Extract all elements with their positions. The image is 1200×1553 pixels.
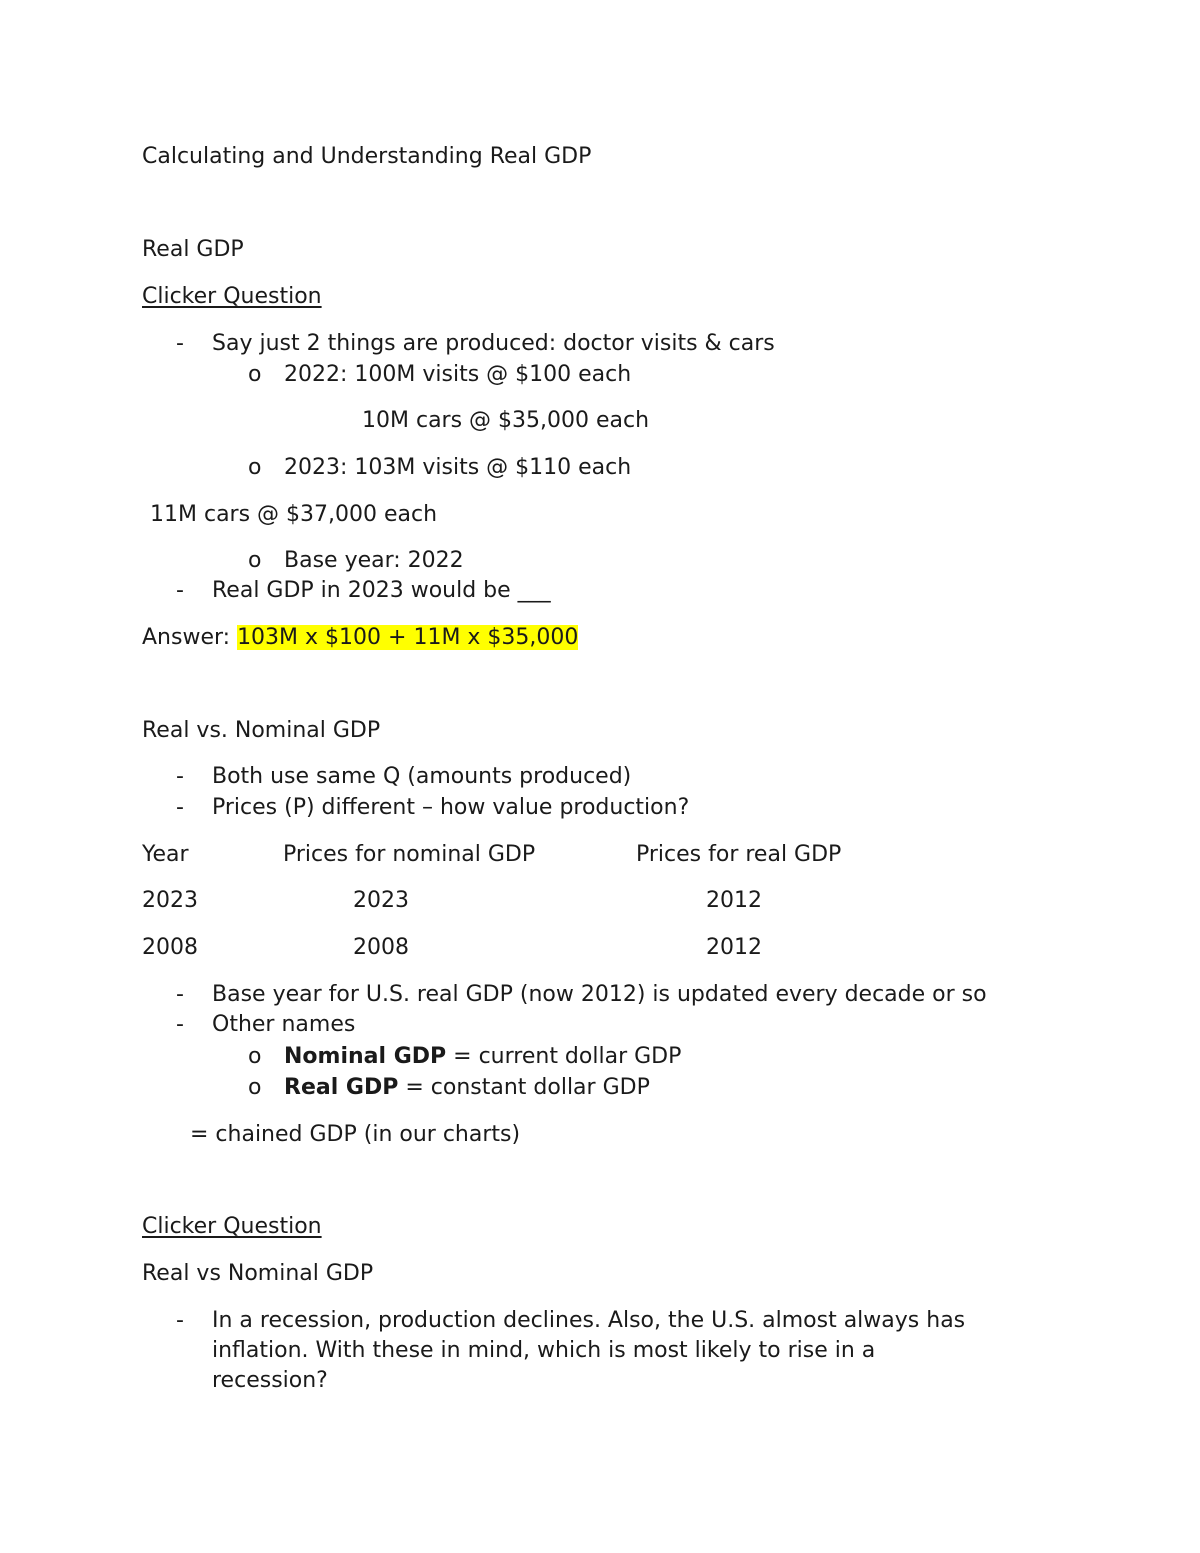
dash-bullet: -	[176, 764, 184, 789]
clicker-question-heading: Clicker Question	[142, 284, 322, 309]
name-rest: = constant dollar GDP	[398, 1075, 650, 1100]
table-header-real: Prices for real GDP	[636, 842, 842, 867]
bullet-base-year-updated: Base year for U.S. real GDP (now 2012) is updated every decade or so	[212, 982, 987, 1007]
answer-highlight: 103M x $100 + 11M x $35,000	[237, 625, 579, 650]
bullet-real-gdp-2023: Real GDP in 2023 would be ___	[212, 578, 551, 603]
circle-bullet: o	[248, 1044, 262, 1069]
table-cell: 2012	[706, 935, 762, 960]
answer-label: Answer:	[142, 625, 231, 650]
bullet-prices-different: Prices (P) different – how value production?	[212, 795, 690, 820]
name-term: Nominal GDP	[284, 1044, 447, 1069]
section-heading-real-vs-nominal-2: Real vs Nominal GDP	[142, 1261, 374, 1286]
name-term: Real GDP	[284, 1075, 399, 1100]
bullet-two-things: Say just 2 things are produced: doctor visits & cars	[212, 331, 775, 356]
bullet-recession-l1: In a recession, production declines. Also, the U.S. almost always has	[212, 1308, 966, 1333]
table-cell: 2008	[142, 935, 198, 960]
circle-bullet: o	[248, 362, 262, 387]
bullet-recession-l2: inflation. With these in mind, which is most likely to rise in a	[212, 1338, 876, 1363]
section-heading-real-gdp: Real GDP	[142, 237, 244, 262]
sub-2023-visits: 2023: 103M visits @ $110 each	[284, 455, 632, 480]
sub-base-year: Base year: 2022	[284, 548, 464, 573]
table-header-year: Year	[142, 842, 189, 867]
table-cell: 2023	[353, 888, 409, 913]
bullet-recession-l3: recession?	[212, 1368, 328, 1393]
table-cell: 2012	[706, 888, 762, 913]
bullet-other-names: Other names	[212, 1012, 356, 1037]
sub-2023-cars: 11M cars @ $37,000 each	[150, 502, 438, 527]
dash-bullet: -	[176, 795, 184, 820]
dash-bullet: -	[176, 982, 184, 1007]
dash-bullet: -	[176, 1012, 184, 1037]
circle-bullet: o	[248, 1075, 262, 1100]
table-header-nominal: Prices for nominal GDP	[283, 842, 536, 867]
sub-2022-visits: 2022: 100M visits @ $100 each	[284, 362, 632, 387]
chained-gdp: = chained GDP (in our charts)	[190, 1122, 521, 1147]
dash-bullet: -	[176, 578, 184, 603]
circle-bullet: o	[248, 455, 262, 480]
section-heading-real-vs-nominal: Real vs. Nominal GDP	[142, 718, 381, 743]
dash-bullet: -	[176, 331, 184, 356]
clicker-question-heading: Clicker Question	[142, 1214, 322, 1239]
name-nominal	[284, 1044, 681, 1070]
dash-bullet: -	[176, 1308, 184, 1333]
table-cell: 2008	[353, 935, 409, 960]
name-real	[284, 1075, 650, 1101]
bullet-same-q: Both use same Q (amounts produced)	[212, 764, 632, 789]
name-rest: = current dollar GDP	[446, 1044, 682, 1069]
document-title: Calculating and Understanding Real GDP	[142, 144, 592, 169]
answer-line	[142, 625, 578, 651]
table-cell: 2023	[142, 888, 198, 913]
sub-2022-cars: 10M cars @ $35,000 each	[362, 408, 650, 433]
circle-bullet: o	[248, 548, 262, 573]
